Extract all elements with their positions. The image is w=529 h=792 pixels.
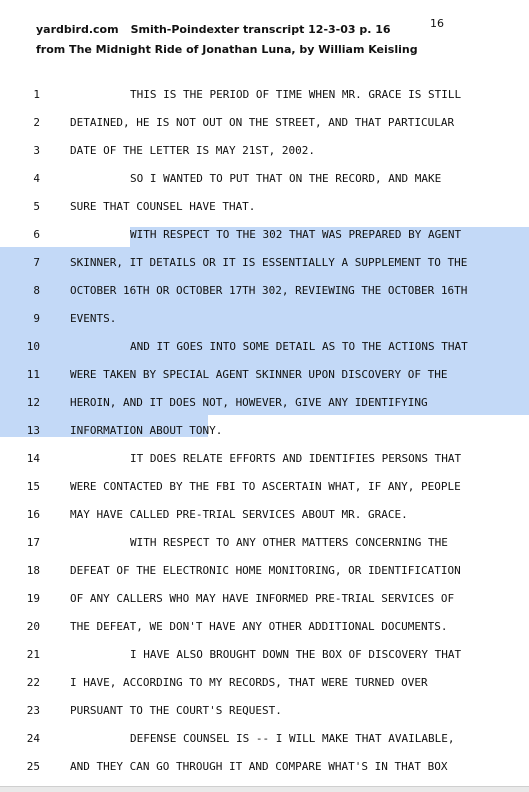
- transcript-line: [0, 80, 529, 108]
- line-text: AND THEY CAN GO THROUGH IT AND COMPARE WHAT'S IN THAT BOX: [70, 760, 448, 773]
- transcript-line: [0, 472, 529, 500]
- line-text: WITH RESPECT TO ANY OTHER MATTERS CONCERNING THE: [130, 536, 448, 549]
- transcript-line: [0, 248, 529, 276]
- line-number: 14: [26, 452, 40, 465]
- transcript-line: [0, 724, 529, 752]
- line-text: THE DEFEAT, WE DON'T HAVE ANY OTHER ADDITIONAL DOCUMENTS.: [70, 620, 448, 633]
- page-header: [36, 20, 418, 60]
- line-number: 1: [33, 88, 40, 101]
- transcript-line: [0, 304, 529, 332]
- transcript-line: [0, 584, 529, 612]
- line-number: 8: [33, 284, 40, 297]
- line-text: DETAINED, HE IS NOT OUT ON THE STREET, AND THAT PARTICULAR: [70, 116, 455, 129]
- line-number: 16: [26, 508, 40, 521]
- line-text: WITH RESPECT TO THE 302 THAT WAS PREPARED BY AGENT: [130, 228, 462, 241]
- transcript-line: [0, 332, 529, 360]
- line-text: DEFEAT OF THE ELECTRONIC HOME MONITORING, OR IDENTIFICATION: [70, 564, 461, 577]
- line-number: 21: [26, 648, 40, 661]
- line-text: MAY HAVE CALLED PRE-TRIAL SERVICES ABOUT MR. GRACE.: [70, 508, 408, 521]
- transcript-line: [0, 388, 529, 416]
- line-number: 7: [33, 256, 40, 269]
- transcript-title: Smith-Poindexter transcript 12-3-03 p. 16: [130, 23, 391, 36]
- line-number: 3: [33, 144, 40, 157]
- line-number: 23: [26, 704, 40, 717]
- line-number: 25: [26, 760, 40, 773]
- page-bottom-edge: [0, 786, 529, 792]
- line-text: I HAVE ALSO BROUGHT DOWN THE BOX OF DISCOVERY THAT: [130, 648, 462, 661]
- transcript-line: [0, 640, 529, 668]
- line-number: 17: [26, 536, 40, 549]
- line-number: 22: [26, 676, 40, 689]
- source-line: from The Midnight Ride of Jonathan Luna, by William Keisling: [36, 43, 418, 56]
- line-number: 12: [26, 396, 40, 409]
- line-text: THIS IS THE PERIOD OF TIME WHEN MR. GRACE IS STILL: [130, 88, 462, 101]
- line-number: 4: [33, 172, 40, 185]
- transcript-line: [0, 612, 529, 640]
- line-text: DEFENSE COUNSEL IS -- I WILL MAKE THAT AVAILABLE,: [130, 732, 455, 745]
- line-number: 19: [26, 592, 40, 605]
- line-number: 18: [26, 564, 40, 577]
- line-text: WERE CONTACTED BY THE FBI TO ASCERTAIN WHAT, IF ANY, PEOPLE: [70, 480, 461, 493]
- line-number: 15: [26, 480, 40, 493]
- line-number: 2: [33, 116, 40, 129]
- transcript-line: [0, 108, 529, 136]
- transcript-line: [0, 360, 529, 388]
- line-text: OCTOBER 16TH OR OCTOBER 17TH 302, REVIEWING THE OCTOBER 16TH: [70, 284, 468, 297]
- line-number: 6: [33, 228, 40, 241]
- line-text: DATE OF THE LETTER IS MAY 21ST, 2002.: [70, 144, 316, 157]
- line-text: SKINNER, IT DETAILS OR IT IS ESSENTIALLY A SUPPLEMENT TO THE: [70, 256, 468, 269]
- line-text: OF ANY CALLERS WHO MAY HAVE INFORMED PRE-TRIAL SERVICES OF: [70, 592, 455, 605]
- transcript-line: [0, 136, 529, 164]
- header-title-row: [36, 20, 418, 40]
- line-number: 9: [33, 312, 40, 325]
- line-number: 10: [26, 340, 40, 353]
- transcript-line: [0, 556, 529, 584]
- transcript-line: [0, 416, 529, 444]
- line-text: I HAVE, ACCORDING TO MY RECORDS, THAT WERE TURNED OVER: [70, 676, 428, 689]
- line-text: SO I WANTED TO PUT THAT ON THE RECORD, AND MAKE: [130, 172, 442, 185]
- line-text: SURE THAT COUNSEL HAVE THAT.: [70, 200, 256, 213]
- transcript-line: [0, 164, 529, 192]
- transcript-line: [0, 752, 529, 780]
- line-text: PURSUANT TO THE COURT'S REQUEST.: [70, 704, 282, 717]
- line-text: WERE TAKEN BY SPECIAL AGENT SKINNER UPON DISCOVERY OF THE: [70, 368, 448, 381]
- transcript-line: [0, 444, 529, 472]
- line-text: IT DOES RELATE EFFORTS AND IDENTIFIES PERSONS THAT: [130, 452, 462, 465]
- line-number: 5: [33, 200, 40, 213]
- transcript-line: [0, 668, 529, 696]
- transcript-line: [0, 696, 529, 724]
- transcript-line: [0, 528, 529, 556]
- transcript-line: [0, 276, 529, 304]
- line-number: 24: [26, 732, 40, 745]
- line-number: 11: [26, 368, 40, 381]
- site-name: yardbird.com: [36, 23, 119, 36]
- line-text: AND IT GOES INTO SOME DETAIL AS TO THE ACTIONS THAT: [130, 340, 468, 353]
- line-number: 13: [26, 424, 40, 437]
- line-text: INFORMATION ABOUT TONY.: [70, 424, 223, 437]
- transcript-line: [0, 220, 529, 248]
- transcript-body: [0, 80, 529, 780]
- transcript-line: [0, 500, 529, 528]
- line-text: EVENTS.: [70, 312, 117, 325]
- line-number: 20: [26, 620, 40, 633]
- page-number: 16: [430, 17, 444, 30]
- transcript-line: [0, 192, 529, 220]
- line-text: HEROIN, AND IT DOES NOT, HOWEVER, GIVE ANY IDENTIFYING: [70, 396, 428, 409]
